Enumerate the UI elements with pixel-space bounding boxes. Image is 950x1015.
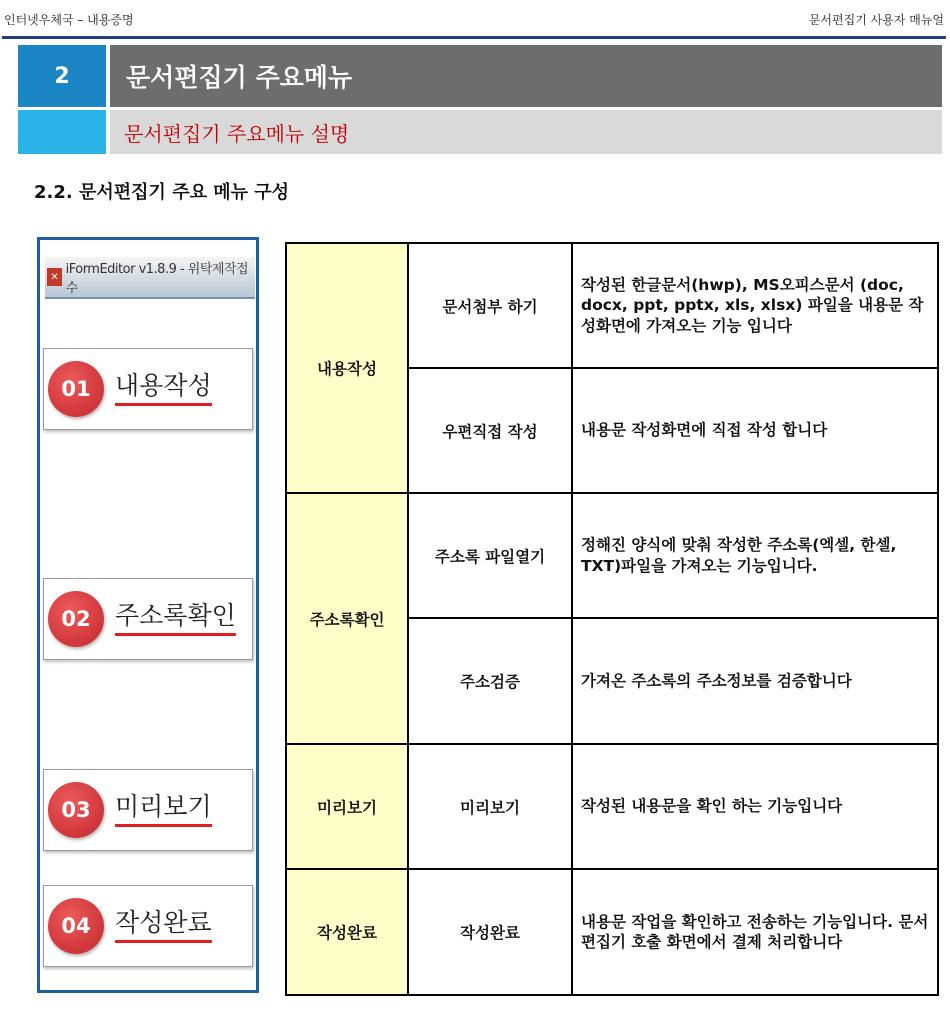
description-cell: 작성된 한글문서(hwp), MS오피스문서 (doc, docx, ppt, pptx, xls, xlsx) 파일을 내용문 작성화면에 가져오는 기능 입니다 xyxy=(572,243,938,368)
chapter-title: 문서편집기 주요메뉴 xyxy=(110,45,942,107)
item-cell: 문서첨부 하기 xyxy=(408,243,572,368)
description-cell: 내용문 작업을 확인하고 전송하는 기능입니다. 문서편집기 호출 화면에서 결제 처리합니다 xyxy=(572,869,938,995)
menu-number-badge: 04 xyxy=(48,898,104,954)
menu-button-address-book[interactable] xyxy=(43,578,253,660)
menu-button-preview[interactable] xyxy=(43,769,253,851)
item-cell: 작성완료 xyxy=(408,869,572,995)
menu-button-label: 작성완료 xyxy=(115,909,212,944)
item-cell: 미리보기 xyxy=(408,744,572,869)
app-logo-icon: ✕ xyxy=(47,268,62,286)
item-cell: 우편직접 작성 xyxy=(408,368,572,493)
item-cell: 주소검증 xyxy=(408,618,572,744)
table-row xyxy=(286,744,938,869)
menu-description-table xyxy=(285,242,939,996)
document-header-left: 인터넷우체국 – 내용증명 xyxy=(4,13,134,27)
editor-menu-panel xyxy=(37,237,259,993)
item-cell: 주소록 파일열기 xyxy=(408,493,572,618)
menu-number-badge: 01 xyxy=(48,361,104,417)
menu-button-compose[interactable] xyxy=(43,348,253,430)
table-row xyxy=(286,493,938,618)
category-cell: 내용작성 xyxy=(286,243,408,493)
header-rule xyxy=(2,36,946,39)
chapter-number: 2 xyxy=(18,45,106,107)
table-row xyxy=(286,869,938,995)
chapter-subtitle: 문서편집기 주요메뉴 설명 xyxy=(110,110,942,154)
menu-number-badge: 02 xyxy=(48,591,104,647)
document-header-right: 문서편집기 사용자 매뉴얼 xyxy=(808,13,944,27)
menu-button-label: 주소록확인 xyxy=(115,602,236,637)
menu-button-label: 내용작성 xyxy=(115,372,212,407)
category-cell: 주소록확인 xyxy=(286,493,408,744)
menu-number-badge: 03 xyxy=(48,782,104,838)
description-cell: 내용문 작성화면에 직접 작성 합니다 xyxy=(572,368,938,493)
description-cell: 정해진 양식에 맞춰 작성한 주소록(엑셀, 한셀, TXT)파일을 가져오는 기능입니다. xyxy=(572,493,938,618)
description-cell: 작성된 내용문을 확인 하는 기능입니다 xyxy=(572,744,938,869)
chapter-number-accent xyxy=(18,110,106,154)
app-title: iFormEditor v1.8.9 - 위탁제작접수 xyxy=(65,262,249,296)
menu-button-complete[interactable] xyxy=(43,885,253,967)
description-cell: 가져온 주소록의 주소정보를 검증합니다 xyxy=(572,618,938,744)
category-cell: 작성완료 xyxy=(286,869,408,995)
category-cell: 미리보기 xyxy=(286,744,408,869)
section-title: 2.2. 문서편집기 주요 메뉴 구성 xyxy=(34,182,290,203)
app-titlebar xyxy=(45,257,255,299)
menu-button-label: 미리보기 xyxy=(115,793,212,828)
table-row xyxy=(286,243,938,368)
